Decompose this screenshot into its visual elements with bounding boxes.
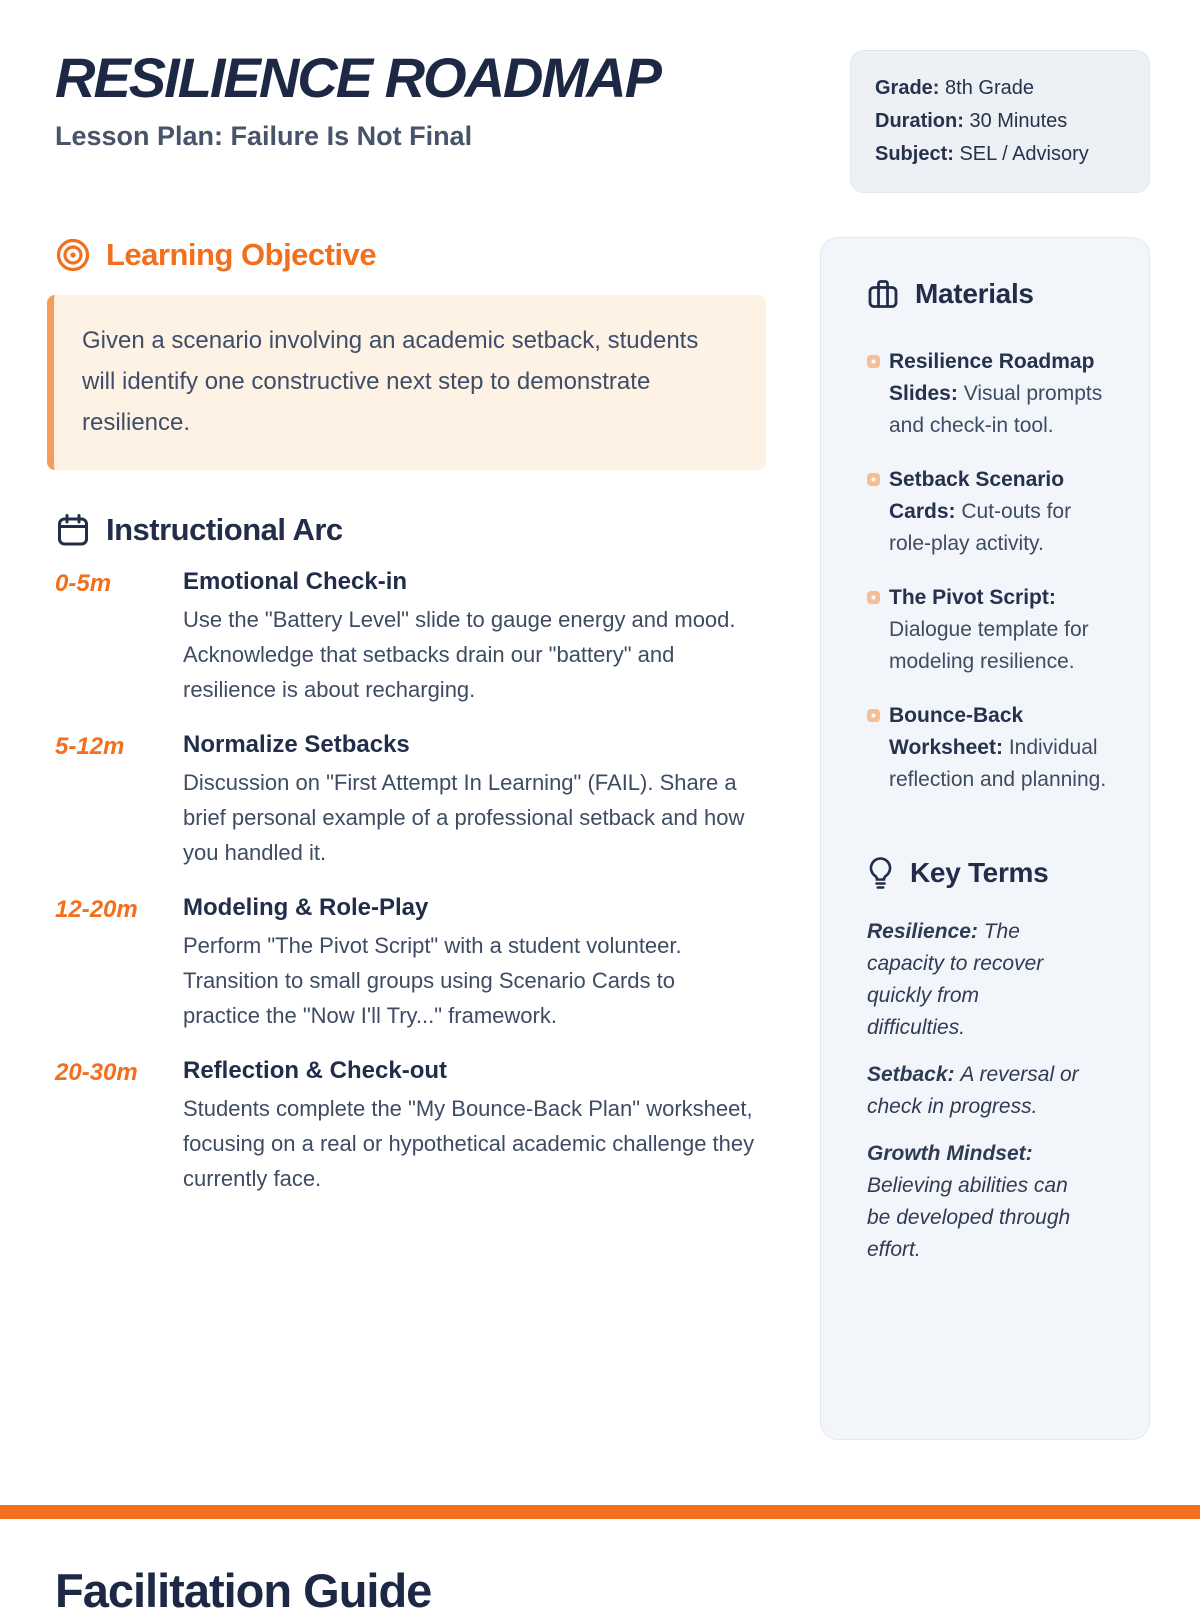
instructional-arc-section <box>55 512 755 1196</box>
materials-list <box>867 346 1111 796</box>
materials-title: Materials <box>915 278 1034 309</box>
instructional-arc-header <box>55 512 755 548</box>
meta-duration-row <box>875 105 1125 138</box>
arc-item <box>55 894 755 1033</box>
meta-subject-value: SEL / Advisory <box>959 143 1089 165</box>
arc-item-content <box>183 1057 755 1196</box>
instructional-arc-title: Instructional Arc <box>106 512 343 547</box>
title-block <box>55 46 660 152</box>
arc-item-content <box>183 568 755 707</box>
meta-grade-row <box>875 72 1125 105</box>
meta-subject-label: Subject: <box>875 143 954 165</box>
arc-item <box>55 568 755 707</box>
arc-item-body: Use the "Battery Level" slide to gauge energy and mood. Acknowledge that setbacks drain our "battery" and resilience is about recharging. <box>183 607 736 702</box>
material-name: The Pivot Script: <box>889 586 1056 609</box>
key-term <box>867 1138 1079 1266</box>
page-title: RESILIENCE ROADMAP <box>55 46 660 109</box>
material-text <box>889 464 1111 560</box>
arc-item-title: Normalize Setbacks <box>183 731 410 758</box>
arc-item-title: Reflection & Check-out <box>183 1057 448 1084</box>
learning-objective-header <box>55 237 755 273</box>
body <box>55 237 1150 1440</box>
arc-item-time: 0-5m <box>55 570 112 597</box>
materials-header <box>867 278 1111 310</box>
material-text <box>889 700 1111 796</box>
key-term-name: Resilience: <box>867 920 978 943</box>
key-term-definition: A reversal or check in progress. <box>867 1063 1079 1118</box>
key-term-name: Growth Mindset: <box>867 1142 1033 1165</box>
material-item <box>867 346 1111 442</box>
arc-item-title: Emotional Check-in <box>183 568 408 595</box>
material-desc: Dialogue template for modeling resilience. <box>889 618 1089 673</box>
meta-grade-label: Grade: <box>875 77 940 99</box>
arc-item-time: 5-12m <box>55 733 125 760</box>
learning-objective-title: Learning Objective <box>106 237 377 272</box>
material-name: Resilience Roadmap Slides: <box>889 350 1095 405</box>
material-item <box>867 582 1111 678</box>
main-column <box>55 237 755 1440</box>
key-term-name: Setback: <box>867 1063 955 1086</box>
meta-subject-row <box>875 138 1125 171</box>
key-term-definition: Believing abilities can be developed through effort. <box>867 1174 1071 1261</box>
calendar-icon <box>55 512 91 548</box>
section-divider-bar <box>0 1505 1200 1519</box>
material-name: Bounce-Back Worksheet: <box>889 704 1024 759</box>
arc-item-body: Students complete the "My Bounce-Back Plan" worksheet, focusing on a real or hypothetical academic challenge they currently face. <box>183 1096 755 1191</box>
key-terms-list <box>867 916 1079 1266</box>
lesson-meta-card <box>850 50 1150 193</box>
header <box>55 0 1150 193</box>
objective-callout: Given a scenario involving an academic setback, students will identify one constructive next step to demonstrate resilience. <box>47 295 766 470</box>
square-bullet-icon <box>867 591 880 604</box>
facilitation-guide-heading: Facilitation Guide <box>55 1564 432 1617</box>
arc-item-content <box>183 894 755 1033</box>
material-desc: Individual reflection and planning. <box>889 736 1107 791</box>
arc-item-time: 12-20m <box>55 896 138 923</box>
square-bullet-icon <box>867 709 880 722</box>
material-text <box>889 346 1111 442</box>
material-name: Setback Scenario Cards: <box>889 468 1065 523</box>
square-bullet-icon <box>867 473 880 486</box>
key-term <box>867 1059 1079 1123</box>
arc-item-body: Perform "The Pivot Script" with a student volunteer. Transition to small groups using Scenario Cards to practice the "Now I'll Try..." framework. <box>183 933 682 1028</box>
key-terms-title: Key Terms <box>910 857 1049 888</box>
arc-item-title: Modeling & Role-Play <box>183 894 429 921</box>
arc-list <box>55 568 755 1196</box>
briefcase-icon <box>867 278 899 310</box>
arc-item <box>55 1057 755 1196</box>
arc-item-content <box>183 731 755 870</box>
material-desc: Visual prompts and check-in tool. <box>889 382 1103 437</box>
key-term-definition: The capacity to recover quickly from difficulties. <box>867 920 1044 1039</box>
arc-item <box>55 731 755 870</box>
material-desc: Cut-outs for role-play activity. <box>889 500 1072 555</box>
meta-duration-label: Duration: <box>875 110 964 132</box>
target-icon <box>55 237 91 273</box>
arc-item-time: 20-30m <box>55 1059 138 1086</box>
material-item <box>867 700 1111 796</box>
page-subtitle: Lesson Plan: Failure Is Not Final <box>55 121 473 151</box>
square-bullet-icon <box>867 355 880 368</box>
material-text <box>889 582 1111 678</box>
key-terms-header <box>867 856 1111 890</box>
key-term <box>867 916 1079 1044</box>
lightbulb-icon <box>867 856 894 890</box>
arc-item-body: Discussion on "First Attempt In Learning" (FAIL). Share a brief personal example of a professional setback and how you handled it. <box>183 770 745 865</box>
meta-duration-value: 30 Minutes <box>969 110 1068 132</box>
material-item <box>867 464 1111 560</box>
sidebar <box>820 237 1150 1440</box>
meta-grade-value: 8th Grade <box>945 77 1034 99</box>
